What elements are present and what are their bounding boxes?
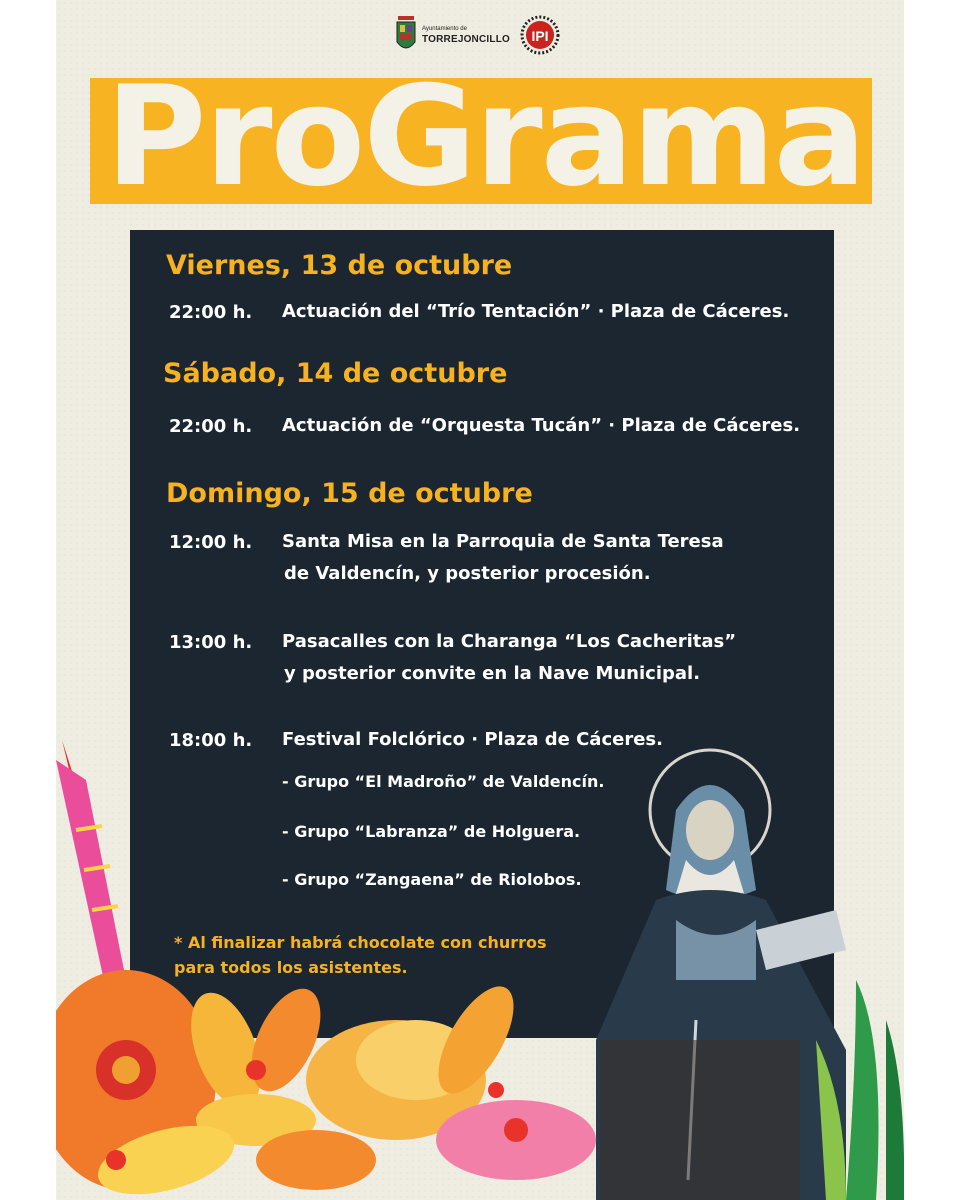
ipi-logo-text: IPI (531, 28, 549, 44)
group-item: - Grupo “Labranza” de Holguera. (282, 822, 581, 841)
event-time: 22:00 h. (169, 302, 253, 323)
guitar-icon (56, 740, 216, 1190)
event-time: 13:00 h. (169, 632, 253, 653)
day-heading-domingo: Domingo, 15 de octubre (166, 478, 533, 509)
event-description-line-1: Pasacalles con la Charanga “Los Cacheritas” (282, 631, 737, 652)
group-item: - Grupo “Zangaena” de Riolobos. (282, 870, 582, 889)
decorative-illustration (56, 720, 904, 1200)
event-description-line-1: Santa Misa en la Parroquia de Santa Teresa (282, 531, 724, 552)
closing-note-line-2: para todos los asistentes. (174, 958, 408, 977)
group-item: - Grupo “El Madroño” de Valdencín. (282, 772, 605, 791)
event-time: 22:00 h. (169, 416, 253, 437)
council-name: TORREJONCILLO (422, 34, 510, 45)
event-description: Actuación del “Trío Tentación” · Plaza de Cáceres. (282, 301, 790, 322)
event-description-line-2: de Valdencín, y posterior procesión. (284, 563, 651, 584)
event-time: 18:00 h. (169, 730, 253, 751)
page-title: ProGrama (105, 56, 865, 217)
logos (56, 14, 904, 58)
closing-note-line-1: * Al finalizar habrá chocolate con churros (174, 933, 547, 952)
event-time: 12:00 h. (169, 532, 253, 553)
saint-figure-icon (596, 750, 846, 1200)
poster (56, 0, 904, 1200)
day-heading-sabado: Sábado, 14 de octubre (163, 358, 508, 389)
event-description: Actuación de “Orquesta Tucán” · Plaza de Cáceres. (282, 415, 801, 436)
event-description: Festival Folclórico · Plaza de Cáceres. (282, 729, 663, 750)
council-label-small: Ayuntamiento de (422, 26, 467, 32)
leaves-icon (816, 980, 904, 1200)
council-crest-icon (395, 14, 417, 56)
ipi-logo-icon (520, 14, 560, 56)
event-description-line-2: y posterior convite en la Nave Municipal. (284, 663, 701, 684)
day-heading-viernes: Viernes, 13 de octubre (166, 250, 513, 281)
